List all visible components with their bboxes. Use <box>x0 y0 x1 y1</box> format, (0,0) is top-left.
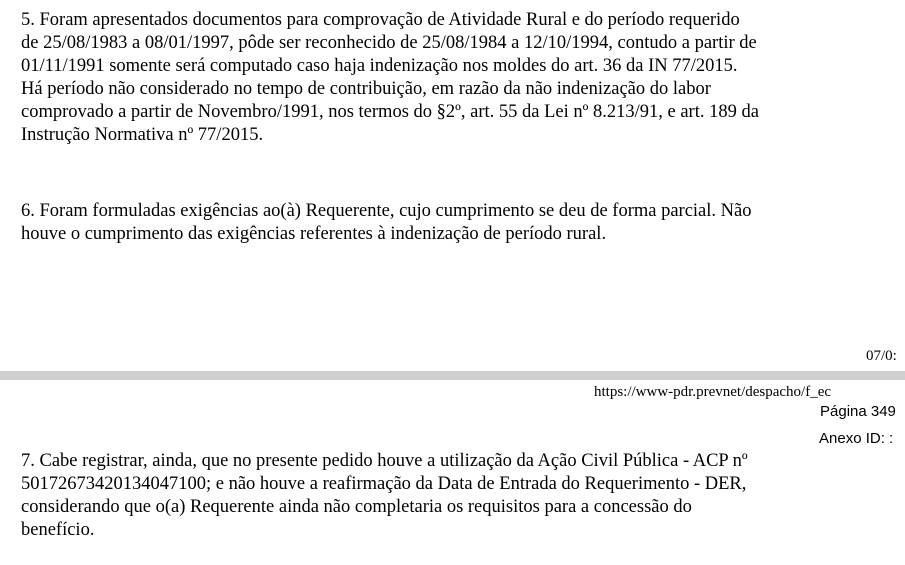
page-number: Página 349 <box>820 403 896 420</box>
paragraph-5-line: 5. Foram apresentados documentos para comprovação de Atividade Rural e do período requerido <box>21 10 740 30</box>
annex-id: Anexo ID: : <box>819 430 894 447</box>
paragraph-6-line: 6. Foram formuladas exigências ao(à) Requerente, cujo cumprimento se deu de forma parcial. Não <box>21 201 752 221</box>
paragraph-5-line: 01/11/1991 somente será computado caso haja indenização nos moldes do art. 36 da IN 77/2015. <box>21 56 738 76</box>
paragraph-5 <box>21 9 759 147</box>
paragraph-5-line: comprovado a partir de Novembro/1991, nos termos do §2º, art. 55 da Lei nº 8.213/91, e art. 189 da <box>21 102 759 122</box>
paragraph-6 <box>21 200 751 246</box>
paragraph-7-line: 7. Cabe registrar, ainda, que no presente pedido houve a utilização da Ação Civil Pública - ACP nº <box>21 451 748 471</box>
paragraph-5-line: Instrução Normativa nº 77/2015. <box>21 125 264 145</box>
paragraph-7-line: 50172673420134047100; e não houve a reafirmação da Data de Entrada do Requerimento - DER, <box>21 474 747 494</box>
page-break-separator <box>0 371 905 380</box>
paragraph-7-line: benefício. <box>21 520 95 540</box>
page-footer-date: 07/0: <box>866 348 897 364</box>
paragraph-5-line: de 25/08/1983 a 08/01/1997, pôde ser reconhecido de 25/08/1984 a 12/10/1994, contudo a partir de <box>21 33 757 53</box>
paragraph-5-line: Há período não considerado no tempo de contribuição, em razão da não indenização do labor <box>21 79 711 99</box>
paragraph-6-line: houve o cumprimento das exigências referentes à indenização de período rural. <box>21 224 607 244</box>
paragraph-7-line: considerando que o(a) Requerente ainda não completaria os requisitos para a concessão do <box>21 497 692 517</box>
page-header-url: https://www-pdr.prevnet/despacho/f_ec <box>594 384 832 400</box>
paragraph-7 <box>21 450 748 542</box>
